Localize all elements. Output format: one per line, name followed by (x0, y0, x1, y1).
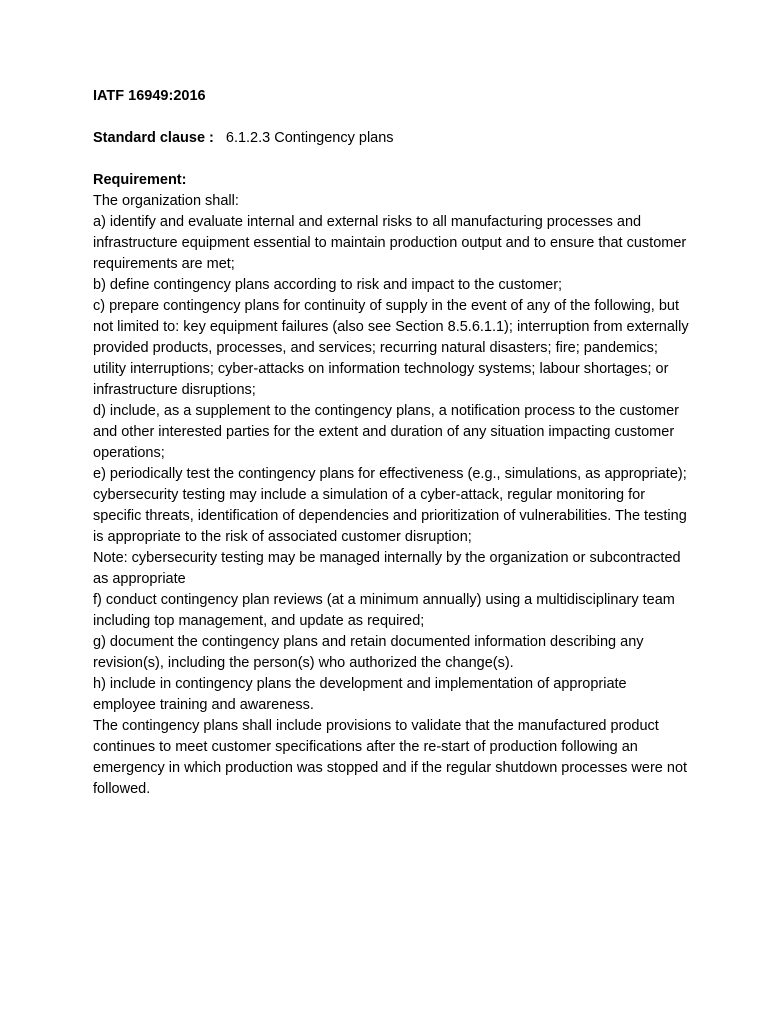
requirement-item-h: h) include in contingency plans the development and implementation of appropriate employee training and awareness. (93, 676, 627, 713)
requirement-item-c: c) prepare contingency plans for continuity of supply in the event of any of the following, but not limited to: key equipment failures (also see Section 8.5.6.1.1); interruption from externally provided products, processes, and services; recurring natural disasters; fire; pandemics; utility interruptions; cyber-attacks on information technology systems; labour shortages; or infrastructure disruptions; (93, 298, 689, 398)
requirement-item-f: f) conduct contingency plan reviews (at a minimum annually) using a multidisciplinary team including top management, and update as required; (93, 592, 675, 629)
clause-value: 6.1.2.3 Contingency plans (225, 130, 394, 146)
standard-clause-row (93, 128, 693, 149)
requirement-item-d: d) include, as a supplement to the contingency plans, a notification process to the customer and other interested parties for the extent and duration of any situation impacting customer operations; (93, 403, 679, 461)
requirement-item-e: e) periodically test the contingency plans for effectiveness (e.g., simulations, as appropriate); cybersecurity testing may include a simulation of a cyber-attack, regular monitoring for specific threats, identification of dependencies and prioritization of vulnerabilities. The testing is appropriate to the risk of associated customer disruption; (93, 466, 687, 545)
requirement-intro: The organization shall: (93, 193, 239, 209)
requirement-closing: The contingency plans shall include provisions to validate that the manufactured product continues to meet customer specifications after the re-start of production following an emergency in which production was stopped and if the regular shutdown processes were not followed. (93, 718, 688, 797)
requirement-item-g: g) document the contingency plans and retain documented information describing any revision(s), including the person(s) who authorized the change(s). (93, 634, 644, 671)
requirement-heading: Requirement: (93, 172, 187, 188)
document-title: IATF 16949:2016 (93, 88, 206, 104)
requirement-item-b: b) define contingency plans according to risk and impact to the customer; (93, 277, 563, 293)
requirement-body (93, 191, 693, 800)
clause-label: Standard clause : (93, 130, 214, 146)
requirement-note: Note: cybersecurity testing may be managed internally by the organization or subcontracted as appropriate (93, 550, 681, 587)
requirement-item-a: a) identify and evaluate internal and external risks to all manufacturing processes and infrastructure equipment essential to maintain production output and to ensure that customer requirements are met; (93, 214, 687, 272)
document-page (93, 86, 693, 800)
